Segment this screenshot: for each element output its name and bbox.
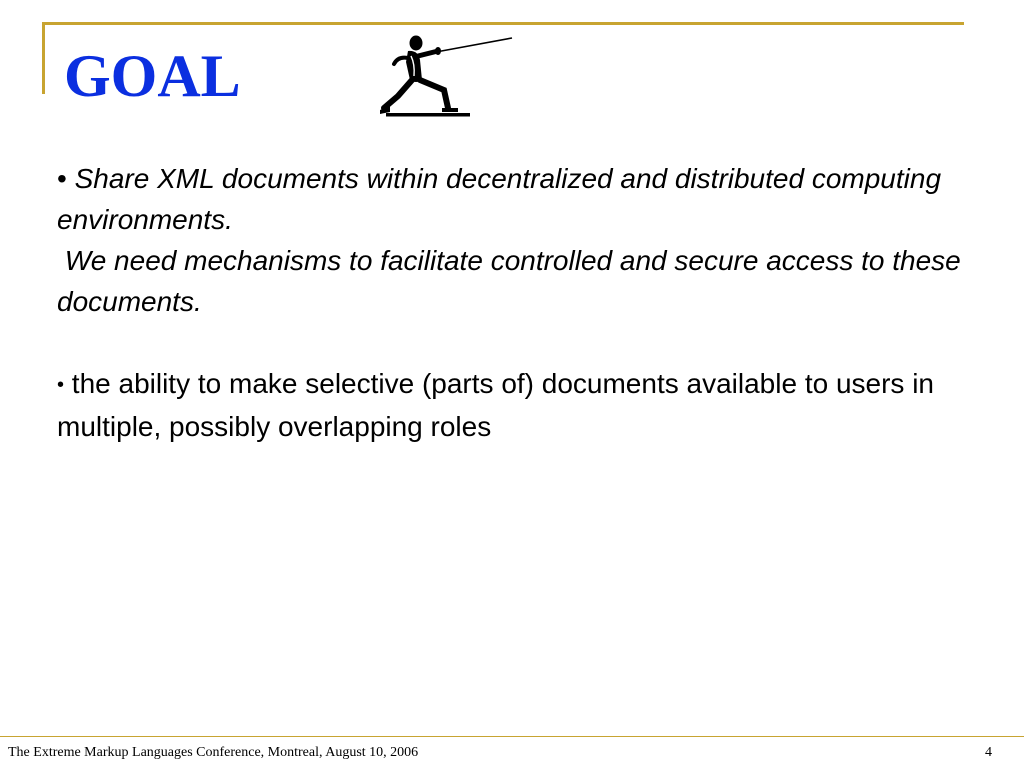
slide-body [57, 158, 977, 447]
bullet-point-2-text: the ability to make selective (parts of) documents available to users in multiple, possibly overlapping roles [57, 368, 934, 442]
footer-rule [0, 736, 1024, 737]
bullet-marker: • [57, 374, 65, 396]
bullet-marker: • [57, 163, 67, 194]
fencer-icon [378, 34, 514, 118]
page-number: 4 [985, 745, 992, 760]
title-frame-left-rule [42, 22, 45, 94]
bullet-point-1-line-2: We need mechanisms to facilitate controlled and secure access to these documents. [57, 245, 961, 317]
paragraph-gap [57, 322, 977, 363]
bullet-point-1 [57, 158, 977, 240]
bullet-point-2 [57, 363, 977, 447]
bullet-point-1-continuation [57, 240, 977, 322]
title-frame-top-rule [42, 22, 964, 25]
footer-text: The Extreme Markup Languages Conference, Montreal, August 10, 2006 [8, 745, 419, 760]
bullet-point-1-line-1: Share XML documents within decentralized and distributed computing environments. [57, 163, 942, 235]
slide-title: GOAL [64, 43, 241, 109]
